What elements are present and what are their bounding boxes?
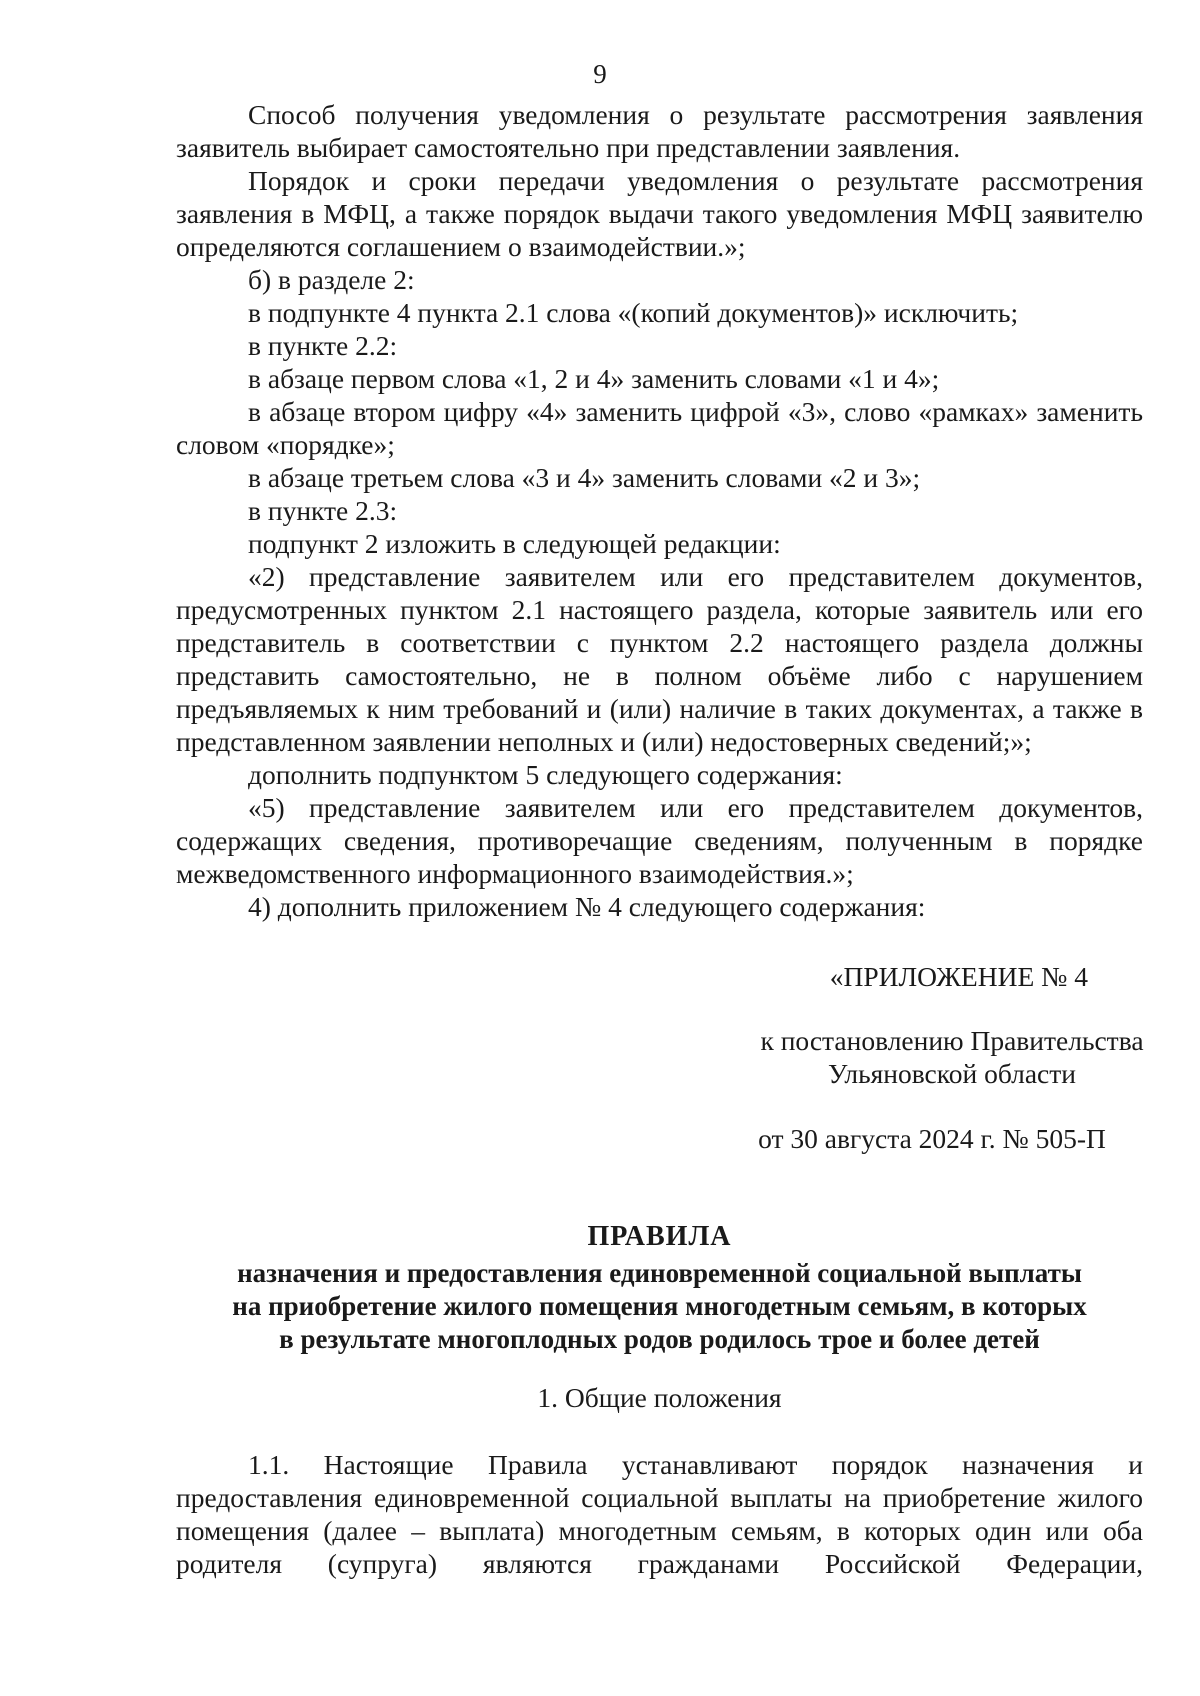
paragraph: в абзаце первом слова «1, 2 и 4» заменить словами «1 и 4»; <box>248 363 940 394</box>
paragraph: 1.1. Настоящие Правила устанавливают порядок назначения и предоставления единовременной социальной выплаты на приобретение жилого помещения (далее – выплата) многодетным семьям, в которых один или оба родителя (супруга) являются гражданами Российской Федерации, <box>176 1449 1143 1579</box>
rules-subtitle-line-3: в результате многоплодных родов родилось трое и более детей <box>279 1324 1040 1354</box>
paragraph: «5) представление заявителем или его представителем документов, содержащих сведения, противоречащие сведениям, полученным в порядке межведомственного информационного взаимодействия.»; <box>176 792 1143 889</box>
paragraph: Порядок и сроки передачи уведомления о результате рассмотрения заявления в МФЦ, а также порядок выдачи такого уведомления МФЦ заявителю определяются соглашением о взаимодействии.»; <box>176 165 1143 262</box>
appendix-reference <box>752 1024 1152 1090</box>
appendix-line-2: Ульяновской области <box>827 1058 1076 1089</box>
paragraph: «2) представление заявителем или его представителем документов, предусмотренных пунктом 2.1 настоящего раздела, которые заявитель или его представитель в соответствии с пунктом 2.2 настоящего раздела должны представить самостоятельно, не в полном объёме либо с нарушением предъявляемых к ним требований и (или) наличие в таких документах, а также в представленном заявлении неполных и (или) недостоверных сведений;»; <box>176 561 1143 757</box>
paragraph: Способ получения уведомления о результате рассмотрения заявления заявитель выбирает самостоятельно при представлении заявления. <box>176 99 1143 163</box>
appendix-line-1: к постановлению Правительства <box>760 1025 1144 1056</box>
paragraph: в абзаце втором цифру «4» заменить цифрой «3», слово «рамках» заменить словом «порядке»; <box>176 396 1143 460</box>
appendix-title: «ПРИЛОЖЕНИЕ № 4 <box>829 961 1088 992</box>
appendix-date: от 30 августа 2024 г. № 505-П <box>758 1123 1106 1154</box>
page-number: 9 <box>593 59 607 89</box>
paragraph: в пункте 2.2: <box>248 330 398 361</box>
section-body <box>176 1448 1143 1580</box>
rules-title: ПРАВИЛА <box>587 1221 732 1252</box>
paragraph: в подпункте 4 пункта 2.1 слова «(копий документов)» исключить; <box>248 297 1019 328</box>
paragraph: б) в разделе 2: <box>248 264 415 295</box>
paragraph: 4) дополнить приложением № 4 следующего содержания: <box>248 891 926 922</box>
paragraph: в пункте 2.3: <box>248 495 398 526</box>
rules-heading <box>176 1217 1143 1356</box>
paragraph: в абзаце третьем слова «3 и 4» заменить словами «2 и 3»; <box>248 462 921 493</box>
document-body <box>176 98 1143 923</box>
rules-subtitle-line-1: назначения и предоставления единовременной социальной выплаты <box>237 1258 1082 1288</box>
paragraph: подпункт 2 изложить в следующей редакции: <box>248 528 781 559</box>
section-title: 1. Общие положения <box>537 1382 782 1413</box>
rules-subtitle-line-2: на приобретение жилого помещения многодетным семьям, в которых <box>232 1291 1087 1321</box>
paragraph: дополнить подпунктом 5 следующего содержания: <box>248 759 843 790</box>
